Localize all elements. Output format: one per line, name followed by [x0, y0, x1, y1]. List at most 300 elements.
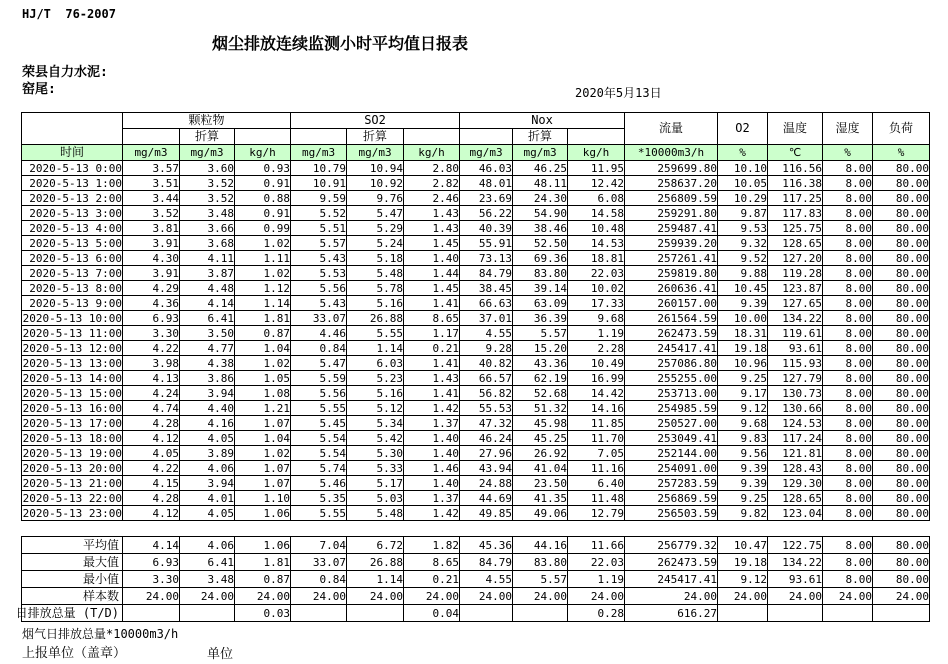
value-cell: 56.22: [460, 206, 513, 221]
value-cell: 259487.41: [625, 221, 718, 236]
table-row: [22, 446, 930, 461]
value-cell: 1.37: [404, 416, 460, 431]
value-cell: 8.00: [823, 326, 873, 341]
time-cell: 2020-5-13 4:00: [22, 221, 123, 236]
summary-value-cell: 24.00: [235, 588, 291, 605]
company-name: 荣县自力水泥:: [22, 65, 108, 80]
value-cell: 5.48: [347, 506, 404, 521]
value-cell: 80.00: [873, 161, 930, 176]
unit-cell: mg/m3: [460, 145, 513, 161]
value-cell: 5.23: [347, 371, 404, 386]
converted-label-nox: 折算: [513, 129, 568, 145]
value-cell: 0.93: [235, 161, 291, 176]
value-cell: 46.24: [460, 431, 513, 446]
value-cell: 14.58: [568, 206, 625, 221]
col-header-temperature: 温度: [768, 113, 823, 145]
value-cell: 4.40: [180, 401, 235, 416]
value-cell: 9.88: [718, 266, 768, 281]
value-cell: 128.43: [768, 461, 823, 476]
value-cell: 46.25: [513, 161, 568, 176]
value-cell: 1.45: [404, 236, 460, 251]
units-row: [22, 145, 930, 161]
value-cell: 5.43: [291, 296, 347, 311]
value-cell: 6.03: [347, 356, 404, 371]
value-cell: 1.21: [235, 401, 291, 416]
value-cell: 80.00: [873, 176, 930, 191]
group-header-so2: SO2: [291, 113, 460, 129]
value-cell: 62.19: [513, 371, 568, 386]
time-cell: 2020-5-13 8:00: [22, 281, 123, 296]
value-cell: 11.70: [568, 431, 625, 446]
value-cell: 9.32: [718, 236, 768, 251]
unit-cell: %: [823, 145, 873, 161]
footer-unit-label: 单位: [207, 647, 234, 662]
value-cell: 5.53: [291, 266, 347, 281]
group-header-nox: Nox: [460, 113, 625, 129]
summary-value-cell: 134.22: [768, 554, 823, 571]
value-cell: 80.00: [873, 446, 930, 461]
summary-value-cell: 6.72: [347, 537, 404, 554]
unit-cell: kg/h: [235, 145, 291, 161]
table-row: [22, 296, 930, 311]
value-cell: 41.04: [513, 461, 568, 476]
value-cell: 19.18: [718, 341, 768, 356]
value-cell: 48.01: [460, 176, 513, 191]
value-cell: 123.87: [768, 281, 823, 296]
summary-value-cell: 24.00: [768, 588, 823, 605]
value-cell: 134.22: [768, 311, 823, 326]
summary-value-cell: 45.36: [460, 537, 513, 554]
group-header-particulate: 颗粒物: [123, 113, 291, 129]
summary-value-cell: 24.00: [180, 588, 235, 605]
value-cell: 0.91: [235, 206, 291, 221]
value-cell: 117.83: [768, 206, 823, 221]
value-cell: 3.52: [123, 206, 180, 221]
value-cell: 4.12: [123, 431, 180, 446]
value-cell: 3.86: [180, 371, 235, 386]
value-cell: 8.00: [823, 491, 873, 506]
value-cell: 0.91: [235, 176, 291, 191]
time-cell: 2020-5-13 9:00: [22, 296, 123, 311]
time-cell: 2020-5-13 18:00: [22, 431, 122, 445]
value-cell: 128.65: [768, 491, 823, 506]
value-cell: 4.38: [180, 356, 235, 371]
value-cell: 69.36: [513, 251, 568, 266]
value-cell: 17.33: [568, 296, 625, 311]
value-cell: 261564.59: [625, 311, 718, 326]
value-cell: 49.06: [513, 506, 568, 521]
value-cell: 5.55: [347, 326, 404, 341]
value-cell: 128.65: [768, 236, 823, 251]
value-cell: 10.92: [347, 176, 404, 191]
time-cell: 2020-5-13 11:00: [22, 326, 122, 340]
unit-cell: *10000m3/h: [625, 145, 718, 161]
summary-value-cell: [823, 605, 873, 622]
value-cell: 38.45: [460, 281, 513, 296]
value-cell: 9.28: [460, 341, 513, 356]
value-cell: 259291.80: [625, 206, 718, 221]
value-cell: 49.85: [460, 506, 513, 521]
value-cell: 5.48: [347, 266, 404, 281]
value-cell: 52.50: [513, 236, 568, 251]
value-cell: 9.39: [718, 296, 768, 311]
value-cell: 52.68: [513, 386, 568, 401]
value-cell: 24.30: [513, 191, 568, 206]
value-cell: 14.42: [568, 386, 625, 401]
summary-value-cell: 80.00: [873, 554, 930, 571]
value-cell: 3.60: [180, 161, 235, 176]
value-cell: 8.00: [823, 176, 873, 191]
value-cell: 4.13: [123, 371, 180, 386]
summary-value-cell: [768, 605, 823, 622]
summary-value-cell: 11.66: [568, 537, 625, 554]
value-cell: 3.68: [180, 236, 235, 251]
value-cell: 9.25: [718, 491, 768, 506]
value-cell: 9.68: [718, 416, 768, 431]
summary-value-cell: 1.14: [347, 571, 404, 588]
value-cell: 54.90: [513, 206, 568, 221]
value-cell: 1.02: [235, 356, 291, 371]
value-cell: 5.47: [347, 206, 404, 221]
value-cell: 254985.59: [625, 401, 718, 416]
value-cell: 2.80: [404, 161, 460, 176]
value-cell: 5.03: [347, 491, 404, 506]
value-cell: 1.02: [235, 266, 291, 281]
time-cell: 2020-5-13 10:00: [22, 311, 122, 325]
value-cell: 80.00: [873, 386, 930, 401]
report-date: 2020年5月13日: [575, 86, 662, 100]
col-header-o2: O2: [718, 113, 768, 145]
value-cell: 129.30: [768, 476, 823, 491]
value-cell: 4.11: [180, 251, 235, 266]
value-cell: 4.14: [180, 296, 235, 311]
summary-value-cell: 26.88: [347, 554, 404, 571]
value-cell: 6.41: [180, 311, 235, 326]
table-row: [22, 161, 930, 176]
value-cell: 51.32: [513, 401, 568, 416]
value-cell: 56.82: [460, 386, 513, 401]
summary-label: 日排放总量 (T/D): [22, 605, 123, 622]
value-cell: 3.91: [123, 236, 180, 251]
value-cell: 9.82: [718, 506, 768, 521]
value-cell: 6.08: [568, 191, 625, 206]
value-cell: 5.43: [291, 251, 347, 266]
value-cell: 1.02: [235, 446, 291, 461]
table-row: [22, 206, 930, 221]
value-cell: 80.00: [873, 311, 930, 326]
value-cell: 1.02: [235, 236, 291, 251]
summary-value-cell: 1.82: [404, 537, 460, 554]
value-cell: 4.28: [123, 416, 180, 431]
unit-cell: %: [718, 145, 768, 161]
value-cell: 119.61: [768, 326, 823, 341]
value-cell: 5.46: [291, 476, 347, 491]
value-cell: 117.25: [768, 191, 823, 206]
summary-value-cell: 80.00: [873, 571, 930, 588]
summary-value-cell: 6.93: [123, 554, 180, 571]
value-cell: 5.17: [347, 476, 404, 491]
value-cell: 1.41: [404, 356, 460, 371]
value-cell: 8.00: [823, 296, 873, 311]
table-row: [22, 491, 930, 506]
value-cell: 1.19: [568, 326, 625, 341]
summary-value-cell: 22.03: [568, 554, 625, 571]
value-cell: 10.02: [568, 281, 625, 296]
value-cell: 1.40: [404, 251, 460, 266]
value-cell: 3.91: [123, 266, 180, 281]
unit-cell: mg/m3: [513, 145, 568, 161]
value-cell: 80.00: [873, 401, 930, 416]
unit-cell: kg/h: [568, 145, 625, 161]
empty-subheader: [404, 129, 460, 145]
time-cell: 2020-5-13 16:00: [22, 401, 122, 415]
value-cell: 2.46: [404, 191, 460, 206]
value-cell: 4.16: [180, 416, 235, 431]
value-cell: 259699.80: [625, 161, 718, 176]
value-cell: 8.00: [823, 251, 873, 266]
value-cell: 5.51: [291, 221, 347, 236]
value-cell: 22.03: [568, 266, 625, 281]
value-cell: 1.44: [404, 266, 460, 281]
table-row: [22, 341, 930, 356]
value-cell: 253713.00: [625, 386, 718, 401]
time-cell: 2020-5-13 5:00: [22, 236, 123, 251]
value-cell: 117.24: [768, 431, 823, 446]
standard-number: HJ/T 76-2007: [22, 7, 116, 21]
summary-value-cell: 262473.59: [625, 554, 718, 571]
value-cell: 48.11: [513, 176, 568, 191]
value-cell: 9.25: [718, 371, 768, 386]
value-cell: 245417.41: [625, 341, 718, 356]
value-cell: 12.42: [568, 176, 625, 191]
value-cell: 116.56: [768, 161, 823, 176]
value-cell: 4.12: [123, 506, 180, 521]
value-cell: 80.00: [873, 371, 930, 386]
value-cell: 1.17: [404, 326, 460, 341]
value-cell: 80.00: [873, 221, 930, 236]
value-cell: 1.11: [235, 251, 291, 266]
value-cell: 44.69: [460, 491, 513, 506]
value-cell: 10.48: [568, 221, 625, 236]
value-cell: 1.43: [404, 206, 460, 221]
value-cell: 0.87: [235, 326, 291, 341]
value-cell: 1.37: [404, 491, 460, 506]
value-cell: 1.43: [404, 371, 460, 386]
summary-value-cell: 3.48: [180, 571, 235, 588]
value-cell: 8.00: [823, 506, 873, 521]
value-cell: 3.50: [180, 326, 235, 341]
table-row: [22, 476, 930, 491]
empty-subheader: [123, 129, 180, 145]
value-cell: 8.00: [823, 416, 873, 431]
summary-value-cell: [513, 605, 568, 622]
value-cell: 80.00: [873, 476, 930, 491]
value-cell: 257261.41: [625, 251, 718, 266]
table-row: [22, 431, 930, 446]
unit-cell: mg/m3: [291, 145, 347, 161]
value-cell: 1.43: [404, 221, 460, 236]
value-cell: 10.05: [718, 176, 768, 191]
table-row: [22, 251, 930, 266]
value-cell: 46.03: [460, 161, 513, 176]
value-cell: 3.66: [180, 221, 235, 236]
value-cell: 80.00: [873, 461, 930, 476]
time-cell: 2020-5-13 6:00: [22, 251, 123, 266]
summary-value-cell: 24.00: [291, 588, 347, 605]
value-cell: 8.00: [823, 206, 873, 221]
value-cell: 10.96: [718, 356, 768, 371]
value-cell: 1.12: [235, 281, 291, 296]
value-cell: 11.85: [568, 416, 625, 431]
unit-cell: %: [873, 145, 930, 161]
value-cell: 3.30: [123, 326, 180, 341]
value-cell: 127.20: [768, 251, 823, 266]
value-cell: 1.40: [404, 431, 460, 446]
value-cell: 256869.59: [625, 491, 718, 506]
summary-value-cell: [347, 605, 404, 622]
value-cell: 8.00: [823, 191, 873, 206]
summary-value-cell: 4.55: [460, 571, 513, 588]
table-row: [22, 281, 930, 296]
value-cell: 80.00: [873, 296, 930, 311]
table-row: [22, 191, 930, 206]
value-cell: 93.61: [768, 341, 823, 356]
value-cell: 4.28: [123, 491, 180, 506]
value-cell: 1.07: [235, 461, 291, 476]
value-cell: 15.20: [513, 341, 568, 356]
value-cell: 80.00: [873, 236, 930, 251]
value-cell: 1.14: [347, 341, 404, 356]
value-cell: 5.55: [291, 401, 347, 416]
value-cell: 1.41: [404, 386, 460, 401]
value-cell: 127.79: [768, 371, 823, 386]
value-cell: 5.33: [347, 461, 404, 476]
value-cell: 8.00: [823, 281, 873, 296]
summary-label: 最大值: [22, 554, 123, 571]
time-cell: 2020-5-13 14:00: [22, 371, 122, 385]
table-row: [22, 176, 930, 191]
value-cell: 8.00: [823, 386, 873, 401]
value-cell: 1.10: [235, 491, 291, 506]
value-cell: 8.00: [823, 266, 873, 281]
summary-value-cell: 93.61: [768, 571, 823, 588]
empty-subheader: [568, 129, 625, 145]
summary-value-cell: 256779.32: [625, 537, 718, 554]
value-cell: 121.81: [768, 446, 823, 461]
value-cell: 1.42: [404, 401, 460, 416]
summary-value-cell: 1.81: [235, 554, 291, 571]
summary-value-cell: 0.03: [235, 605, 291, 622]
value-cell: 256809.59: [625, 191, 718, 206]
summary-value-cell: 24.00: [568, 588, 625, 605]
value-cell: 66.63: [460, 296, 513, 311]
value-cell: 24.88: [460, 476, 513, 491]
summary-value-cell: 83.80: [513, 554, 568, 571]
value-cell: 18.31: [718, 326, 768, 341]
time-cell: 2020-5-13 23:00: [22, 506, 122, 520]
value-cell: 1.81: [235, 311, 291, 326]
value-cell: 41.35: [513, 491, 568, 506]
value-cell: 9.53: [718, 221, 768, 236]
value-cell: 80.00: [873, 506, 930, 521]
unit-cell: mg/m3: [123, 145, 180, 161]
time-cell: 2020-5-13 17:00: [22, 416, 122, 430]
unit-cell: kg/h: [404, 145, 460, 161]
value-cell: 259819.80: [625, 266, 718, 281]
value-cell: 84.79: [460, 266, 513, 281]
summary-value-cell: 24.00: [347, 588, 404, 605]
value-cell: 11.48: [568, 491, 625, 506]
empty-subheader: [460, 129, 513, 145]
summary-value-cell: 9.12: [718, 571, 768, 588]
value-cell: 4.55: [460, 326, 513, 341]
value-cell: 8.00: [823, 356, 873, 371]
col-header-humidity: 湿度: [823, 113, 873, 145]
value-cell: 5.18: [347, 251, 404, 266]
value-cell: 1.40: [404, 476, 460, 491]
value-cell: 5.74: [291, 461, 347, 476]
value-cell: 5.59: [291, 371, 347, 386]
value-cell: 47.32: [460, 416, 513, 431]
summary-value-cell: 245417.41: [625, 571, 718, 588]
summary-value-cell: 122.75: [768, 537, 823, 554]
value-cell: 258637.20: [625, 176, 718, 191]
value-cell: 5.34: [347, 416, 404, 431]
value-cell: 260636.41: [625, 281, 718, 296]
value-cell: 80.00: [873, 356, 930, 371]
value-cell: 9.83: [718, 431, 768, 446]
value-cell: 9.17: [718, 386, 768, 401]
value-cell: 10.00: [718, 311, 768, 326]
value-cell: 5.30: [347, 446, 404, 461]
time-cell: 2020-5-13 2:00: [22, 191, 123, 206]
value-cell: 1.05: [235, 371, 291, 386]
table-row: [22, 401, 930, 416]
value-cell: 10.91: [291, 176, 347, 191]
value-cell: 80.00: [873, 281, 930, 296]
value-cell: 5.42: [347, 431, 404, 446]
value-cell: 8.00: [823, 401, 873, 416]
value-cell: 5.47: [291, 356, 347, 371]
report-table: [15, 112, 930, 622]
value-cell: 5.54: [291, 431, 347, 446]
value-cell: 4.22: [123, 341, 180, 356]
value-cell: 80.00: [873, 341, 930, 356]
unit-cell: mg/m3: [347, 145, 404, 161]
time-cell: 2020-5-13 0:00: [22, 161, 123, 176]
value-cell: 127.65: [768, 296, 823, 311]
value-cell: 11.95: [568, 161, 625, 176]
table-row: [22, 416, 930, 431]
summary-label: 样本数: [22, 588, 123, 605]
summary-row: [22, 554, 930, 571]
value-cell: 123.04: [768, 506, 823, 521]
corner-cell: [22, 113, 123, 145]
time-cell: 2020-5-13 1:00: [22, 176, 123, 191]
value-cell: 5.56: [291, 281, 347, 296]
value-cell: 43.94: [460, 461, 513, 476]
summary-value-cell: 24.00: [625, 588, 718, 605]
summary-value-cell: 0.84: [291, 571, 347, 588]
value-cell: 12.79: [568, 506, 625, 521]
summary-value-cell: 24.00: [873, 588, 930, 605]
value-cell: 3.87: [180, 266, 235, 281]
time-cell: 2020-5-13 19:00: [22, 446, 122, 460]
table-row: [22, 326, 930, 341]
value-cell: 0.84: [291, 341, 347, 356]
value-cell: 8.00: [823, 431, 873, 446]
summary-value-cell: 6.41: [180, 554, 235, 571]
